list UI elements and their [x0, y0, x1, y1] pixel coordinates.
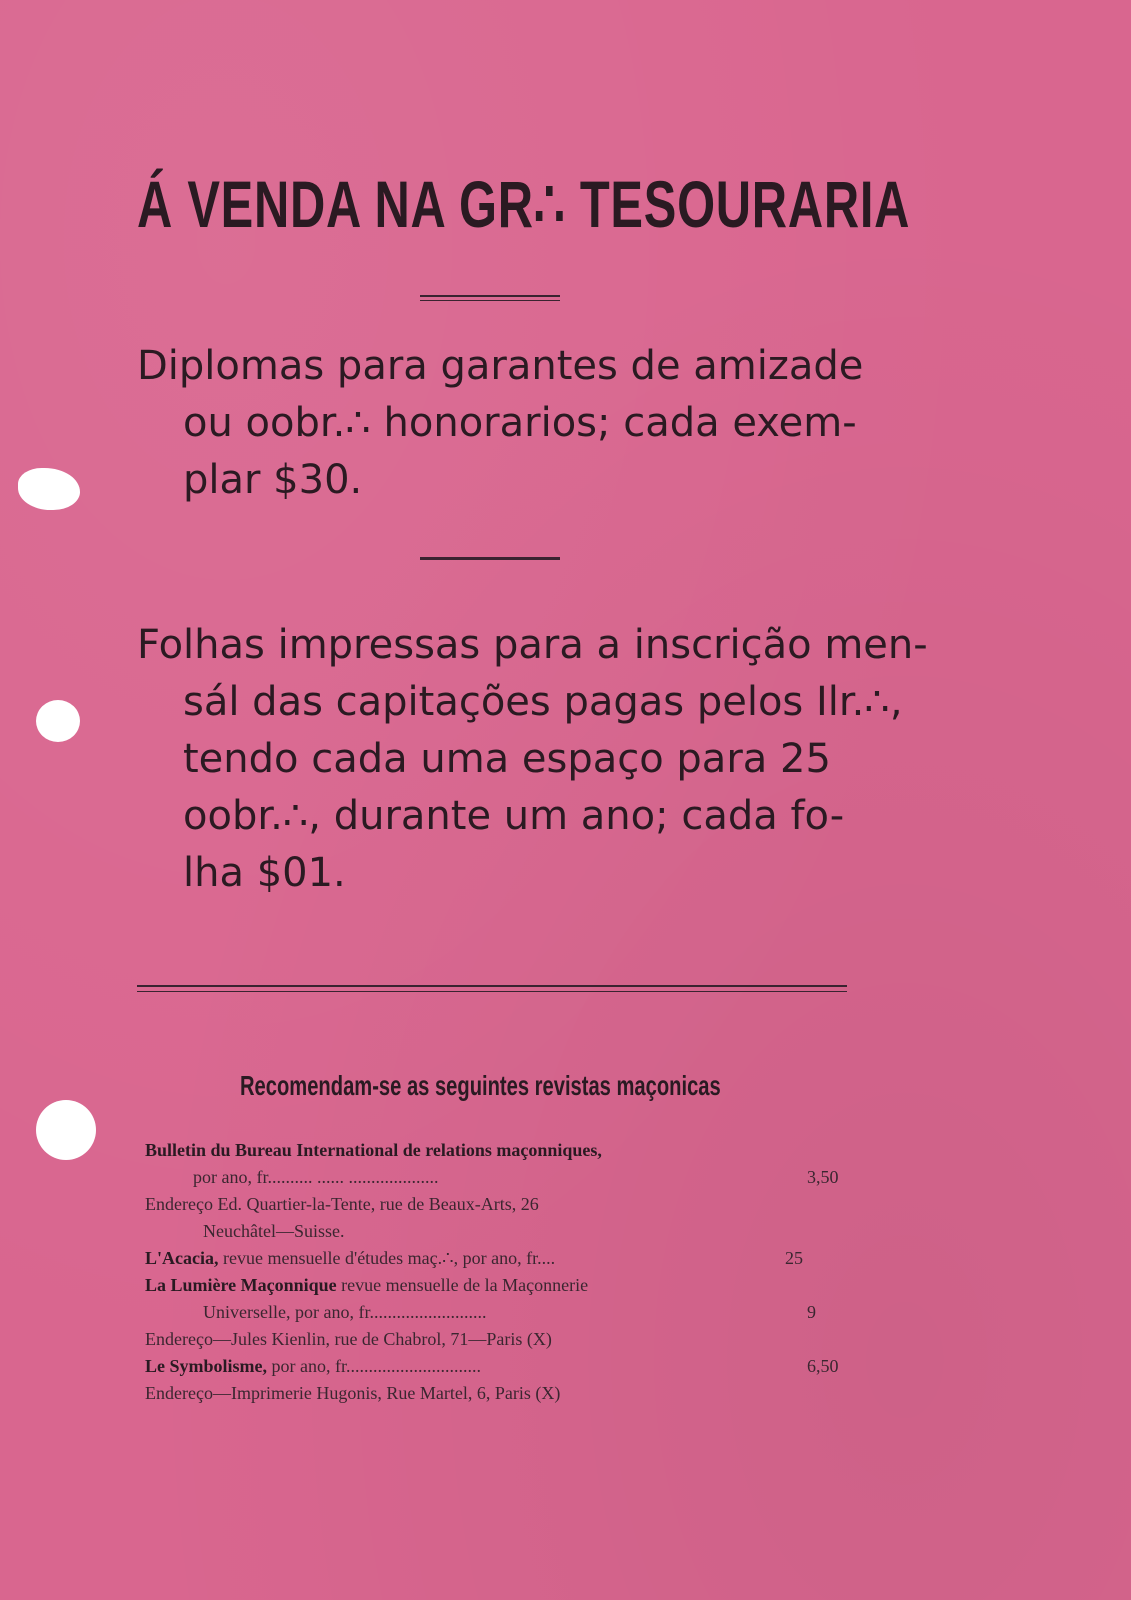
revista-4-detail: por ano, fr..............................	[267, 1356, 481, 1376]
punch-hole-top	[18, 468, 80, 510]
title-divider-second	[420, 300, 560, 301]
double-rule-bottom	[137, 991, 847, 992]
punch-hole-bottom	[36, 1100, 96, 1160]
diplomas-line-2: ou oobr.∴ honorarios; cada exem-	[183, 400, 857, 446]
revista-4-address: Endereço—Imprimerie Hugonis, Rue Martel, 6, Paris (X)	[145, 1383, 561, 1403]
revista-3-line	[145, 1275, 588, 1296]
folhas-line-1: Folhas impressas para a inscrição men-	[137, 622, 928, 668]
revista-1-detail: por ano, fr.......... ...... ....................	[193, 1167, 439, 1187]
revista-3-name: La Lumière Maçonnique	[145, 1275, 337, 1295]
section-divider	[420, 557, 560, 560]
revista-3-detail: revue mensuelle de la Maçonnerie	[336, 1275, 589, 1295]
revista-1-address-2: Neuchâtel—Suisse.	[203, 1221, 345, 1241]
revista-4-price: 6,50	[807, 1356, 839, 1376]
revista-2-line	[145, 1248, 555, 1269]
folhas-line-5: lha $01.	[183, 850, 346, 896]
revista-2-name: L'Acacia,	[145, 1248, 219, 1268]
diplomas-line-3: plar $30.	[183, 457, 363, 503]
revista-1-name: Bulletin du Bureau International de relations maçonniques,	[145, 1140, 602, 1160]
revistas-heading: Recomendam-se as seguintes revistas maçonicas	[240, 1070, 721, 1101]
revista-1-price: 3,50	[807, 1167, 839, 1187]
revista-4-line	[145, 1356, 481, 1377]
folhas-line-2: sál das capitações pagas pelos Ilr.∴,	[183, 679, 903, 725]
revista-4-name: Le Symbolisme,	[145, 1356, 268, 1376]
revista-3-price: 9	[807, 1302, 816, 1322]
double-rule-top	[137, 985, 847, 987]
page-title: Á VENDA NA GR∴ TESOURARIA	[137, 167, 911, 241]
revista-2-price: 25	[785, 1248, 803, 1268]
revista-3-cont: Universelle, por ano, fr..........................	[203, 1302, 487, 1322]
revista-3-address: Endereço—Jules Kienlin, rue de Chabrol, 71—Paris (X)	[145, 1329, 552, 1349]
folhas-paragraph	[137, 617, 928, 902]
revista-1-address-1: Endereço Ed. Quartier-la-Tente, rue de Beaux-Arts, 26	[145, 1194, 539, 1214]
diplomas-paragraph	[137, 338, 864, 509]
revista-2-detail: revue mensuelle d'études maç.∴, por ano, fr....	[218, 1248, 556, 1268]
diplomas-line-1: Diplomas para garantes de amizade	[137, 343, 864, 389]
folhas-line-4: oobr.∴, durante um ano; cada fo-	[183, 793, 845, 839]
punch-hole-middle	[36, 700, 80, 742]
folhas-line-3: tendo cada uma espaço para 25	[183, 736, 831, 782]
title-divider	[420, 295, 560, 297]
